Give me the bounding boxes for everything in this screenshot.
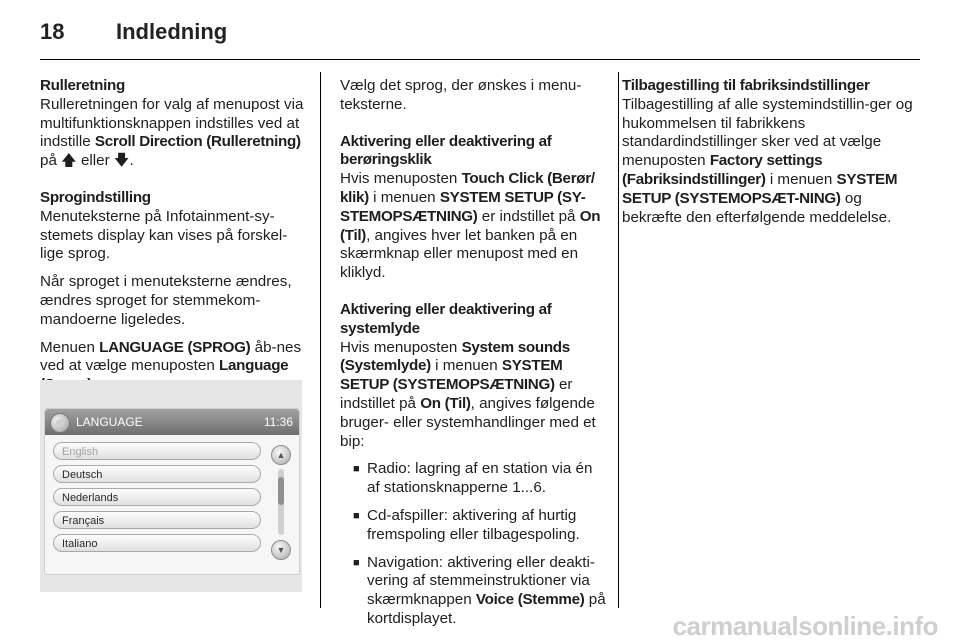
scroll-down-icon: ▼: [271, 540, 291, 560]
language-menu-screenshot: [40, 380, 302, 592]
section-heading-factory-reset: Tilbagestilling til fabriksindstillinger: [622, 77, 870, 94]
infotainment-screen: [44, 408, 300, 575]
arrow-down-icon: 🡇: [113, 152, 130, 170]
scrollbar-track: [278, 469, 284, 535]
column-divider-2: [618, 72, 619, 608]
paragraph-choose-language: Vælg det sprog, der ønskes i menu-teksterne.: [340, 77, 582, 113]
screen-clock: 11:36: [263, 415, 293, 429]
list-item: ■ Navigation: aktivering eller deakti-vering af stemmeinstruktioner via skærmknappen Voice (Stemme) på kortdisplayet.: [354, 554, 608, 629]
arrow-up-icon: 🡅: [61, 152, 77, 170]
paragraph-factory-reset: Tilbagestilling af alle systemindstillin-ger og hukommelsen til fabrikkens standardindstillinger sker ved at vælge menuposten Factory settings (Fabriksindstillinger) i menuen SYSTEM SETUP (SYSTEMOPSÆT-NING) og bekræfte den efterfølgende meddelelse.: [622, 95, 913, 226]
column-divider-1: [320, 72, 321, 608]
list-item: ■ Radio: lagring af en station via én af stationsknapperne 1...6.: [354, 460, 608, 498]
section-heading-language: Sprogindstilling: [40, 188, 151, 206]
scrollbar-thumb: [278, 477, 284, 505]
paragraph-touch-click: Hvis menuposten Touch Click (Berør/ klik) i menuen SYSTEM SETUP (SY-STEMOPSÆTNING) er indstillet på On (Til), angives hver let banken på en skærmknap eller menupost med en kliklyd.: [340, 170, 601, 282]
section-heading-scroll-direction: Rulleretning: [40, 77, 125, 94]
page-number: 18: [40, 19, 65, 44]
language-item: Nederlands: [53, 488, 261, 506]
header-divider: [40, 59, 920, 60]
language-item: Italiano: [53, 534, 261, 552]
list-item: ■ Cd-afspiller: aktivering af hurtig fremspoling eller tilbagespoling.: [354, 507, 608, 545]
screen-titlebar: [45, 409, 299, 435]
column-3: [622, 77, 914, 236]
section-heading-touch-click: Aktivering eller deaktivering af berøringsklik: [340, 132, 552, 169]
language-item: Français: [53, 511, 261, 529]
column-1: [40, 77, 308, 404]
paragraph-system-sounds: Hvis menuposten System sounds (Systemlyde) i menuen SYSTEM SETUP (SYSTEMOPSÆTNING) er indstillet på On (Til), angives følgende bruger- eller systemhandlinger med et bip:: [340, 338, 596, 450]
paragraph-scroll-direction: Rulleretningen for valg af menupost via multifunktionsknappen indstilles ved at indstille Scroll Direction (Rulleretning) på 🡅 eller 🡇.: [40, 95, 304, 170]
beep-actions-list: [340, 460, 608, 628]
scroll-up-icon: ▲: [271, 445, 291, 465]
paragraph-language-2: Når sproget i menuteksterne ændres, ændres sproget for stemmekom-mandoerne ligeledes.: [40, 273, 292, 328]
home-icon: [50, 413, 70, 433]
language-item: Deutsch: [53, 465, 261, 483]
paragraph-language-3: Menuen LANGUAGE (SPROG) åb-nes ved at vælge menuposten Language: [40, 338, 302, 375]
page-header: [40, 17, 920, 53]
language-list: [53, 442, 261, 557]
watermark: carmanualsonline.info: [672, 611, 938, 641]
language-item: English: [53, 442, 261, 460]
screen-title: LANGUAGE: [76, 415, 143, 429]
page-title: Indledning: [116, 19, 228, 44]
paragraph-language-1: Menuteksterne på Infotainment-sy-stemets display kan vises på forskel-lige sprog.: [40, 207, 288, 263]
column-2: [340, 77, 608, 638]
section-heading-system-sounds: Aktivering eller deaktivering af systemlyde: [340, 300, 552, 337]
